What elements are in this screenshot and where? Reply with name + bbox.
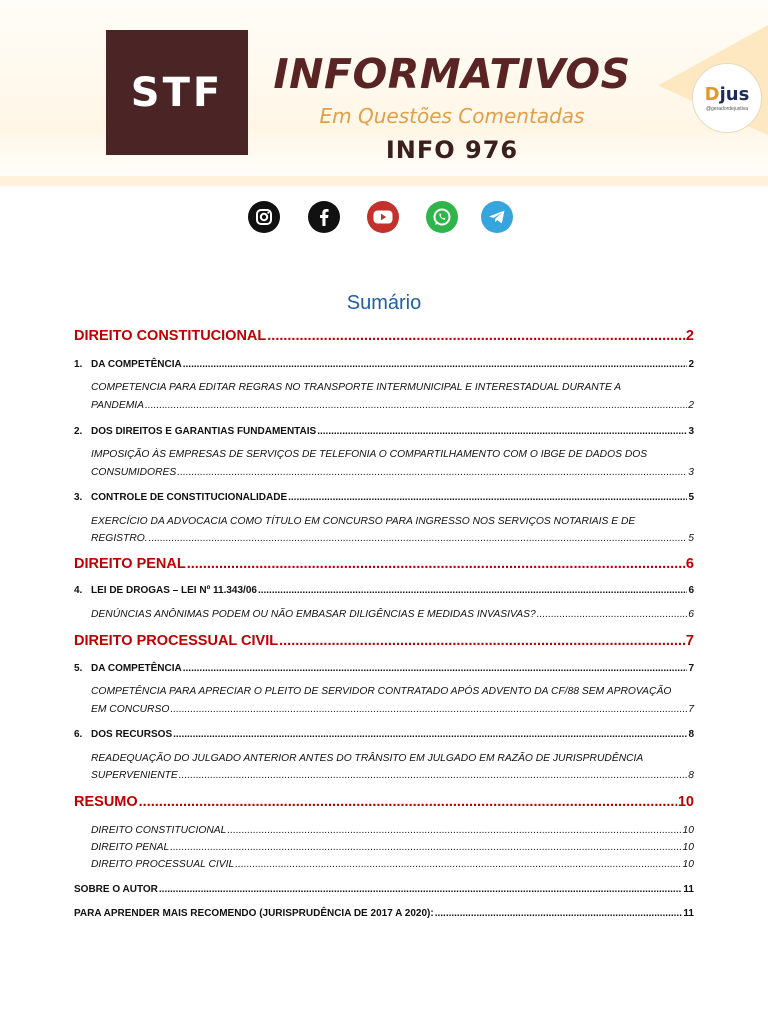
stf-logo: STF (106, 30, 248, 155)
toc-subentry-servidor[interactable]: EM CONCURSO ..... 7 (91, 704, 694, 715)
page-title: INFORMATIVOS (273, 50, 631, 98)
toc-entry-direitos-garantias[interactable]: 2. DOS DIREITOS E GARANTIAS FUNDAMENTAIS ..... 3 (74, 426, 694, 437)
toc-subentry-telefonia[interactable]: CONSUMIDORES ..... 3 (91, 467, 694, 478)
toc-entry-direito-constitucional[interactable]: DIREITO CONSTITUCIONAL ..... 2 (74, 328, 694, 344)
header-stripe (0, 176, 768, 186)
toc-subentry-transporte[interactable]: PANDEMIA ..... 2 (91, 400, 694, 411)
toc-subentry-readequacao[interactable]: SUPERVENIENTE ..... 8 (91, 770, 694, 781)
whatsapp-icon[interactable] (426, 201, 458, 233)
facebook-icon[interactable] (308, 201, 340, 233)
toc-subentry-resumo-constitucional[interactable]: DIREITO CONSTITUCIONAL ..... 10 (91, 825, 694, 836)
youtube-icon[interactable] (367, 201, 399, 233)
toc-subentry-telefonia-line1[interactable]: IMPOSIÇÃO ÀS EMPRESAS DE SERVIÇOS DE TELEFONIA O COMPARTILHAMENTO COM O IBGE DE DADOS DOS (91, 449, 648, 460)
toc-subentry-transporte-line1[interactable]: COMPETENCIA PARA EDITAR REGRAS NO TRANSPORTE INTERMUNICIPAL E INTERESTADUAL DURANTE A (91, 382, 622, 393)
toc-subentry-advocacia-line1[interactable]: EXERCÍCIO DA ADVOCACIA COMO TÍTULO EM CONCURSO PARA INGRESSO NOS SERVIÇOS NOTARIAIS E DE (91, 516, 636, 527)
toc-entry-direito-penal[interactable]: DIREITO PENAL ..... 6 (74, 556, 694, 572)
toc-entry-direito-processual-civil[interactable]: DIREITO PROCESSUAL CIVIL ..... 7 (74, 633, 694, 649)
toc-subentry-readequacao-line1[interactable]: READEQUAÇÃO DO JULGADO ANTERIOR ANTES DO TRÂNSITO EM JULGADO EM RAZÃO DE JURISPRUDÊNCIA (91, 753, 644, 764)
toc-entry-controle-constitucionalidade[interactable]: 3. CONTROLE DE CONSTITUCIONALIDADE ..... 5 (74, 492, 694, 503)
toc-subentry-advocacia[interactable]: REGISTRO. ..... 5 (91, 533, 694, 544)
telegram-icon[interactable] (481, 201, 513, 233)
toc-entry-da-competencia[interactable]: 1. DA COMPETÊNCIA ..... 2 (74, 359, 694, 370)
toc-entry-para-aprender-mais[interactable]: PARA APRENDER MAIS RECOMENDO (JURISPRUDÊNCIA DE 2017 A 2020): ..... 11 (74, 908, 694, 919)
toc-subentry-resumo-penal[interactable]: DIREITO PENAL ..... 10 (91, 842, 694, 853)
toc-entry-resumo[interactable]: RESUMO ..... 10 (74, 794, 694, 810)
djus-logo-tagline: @geradordejustiva (705, 106, 749, 112)
djus-logo-mark: Djus (704, 84, 750, 105)
djus-logo (692, 63, 762, 133)
toc-entry-lei-de-drogas[interactable]: 4. LEI DE DROGAS – LEI Nº 11.343/06 ..... 6 (74, 585, 694, 596)
page-subtitle: Em Questões Comentadas (319, 104, 585, 128)
toc-entry-dos-recursos[interactable]: 6. DOS RECURSOS ..... 8 (74, 729, 694, 740)
info-number: INFO 976 (385, 136, 519, 164)
toc-subentry-servidor-line1[interactable]: COMPETÊNCIA PARA APRECIAR O PLEITO DE SERVIDOR CONTRATADO APÓS ADVENTO DA CF/88 SEM APROVAÇÃO (91, 686, 672, 697)
toc-entry-da-competencia-2[interactable]: 5. DA COMPETÊNCIA ..... 7 (74, 663, 694, 674)
toc-subentry-resumo-processual-civil[interactable]: DIREITO PROCESSUAL CIVIL ..... 10 (91, 859, 694, 870)
toc-entry-sobre-o-autor[interactable]: SOBRE O AUTOR ..... 11 (74, 884, 694, 895)
toc-subentry-denuncias[interactable]: DENÚNCIAS ANÔNIMAS PODEM OU NÃO EMBASAR DILIGÊNCIAS E MEDIDAS INVASIVAS? ..... 6 (91, 609, 694, 620)
instagram-icon[interactable] (248, 201, 280, 233)
toc-title: Sumário (346, 292, 422, 314)
